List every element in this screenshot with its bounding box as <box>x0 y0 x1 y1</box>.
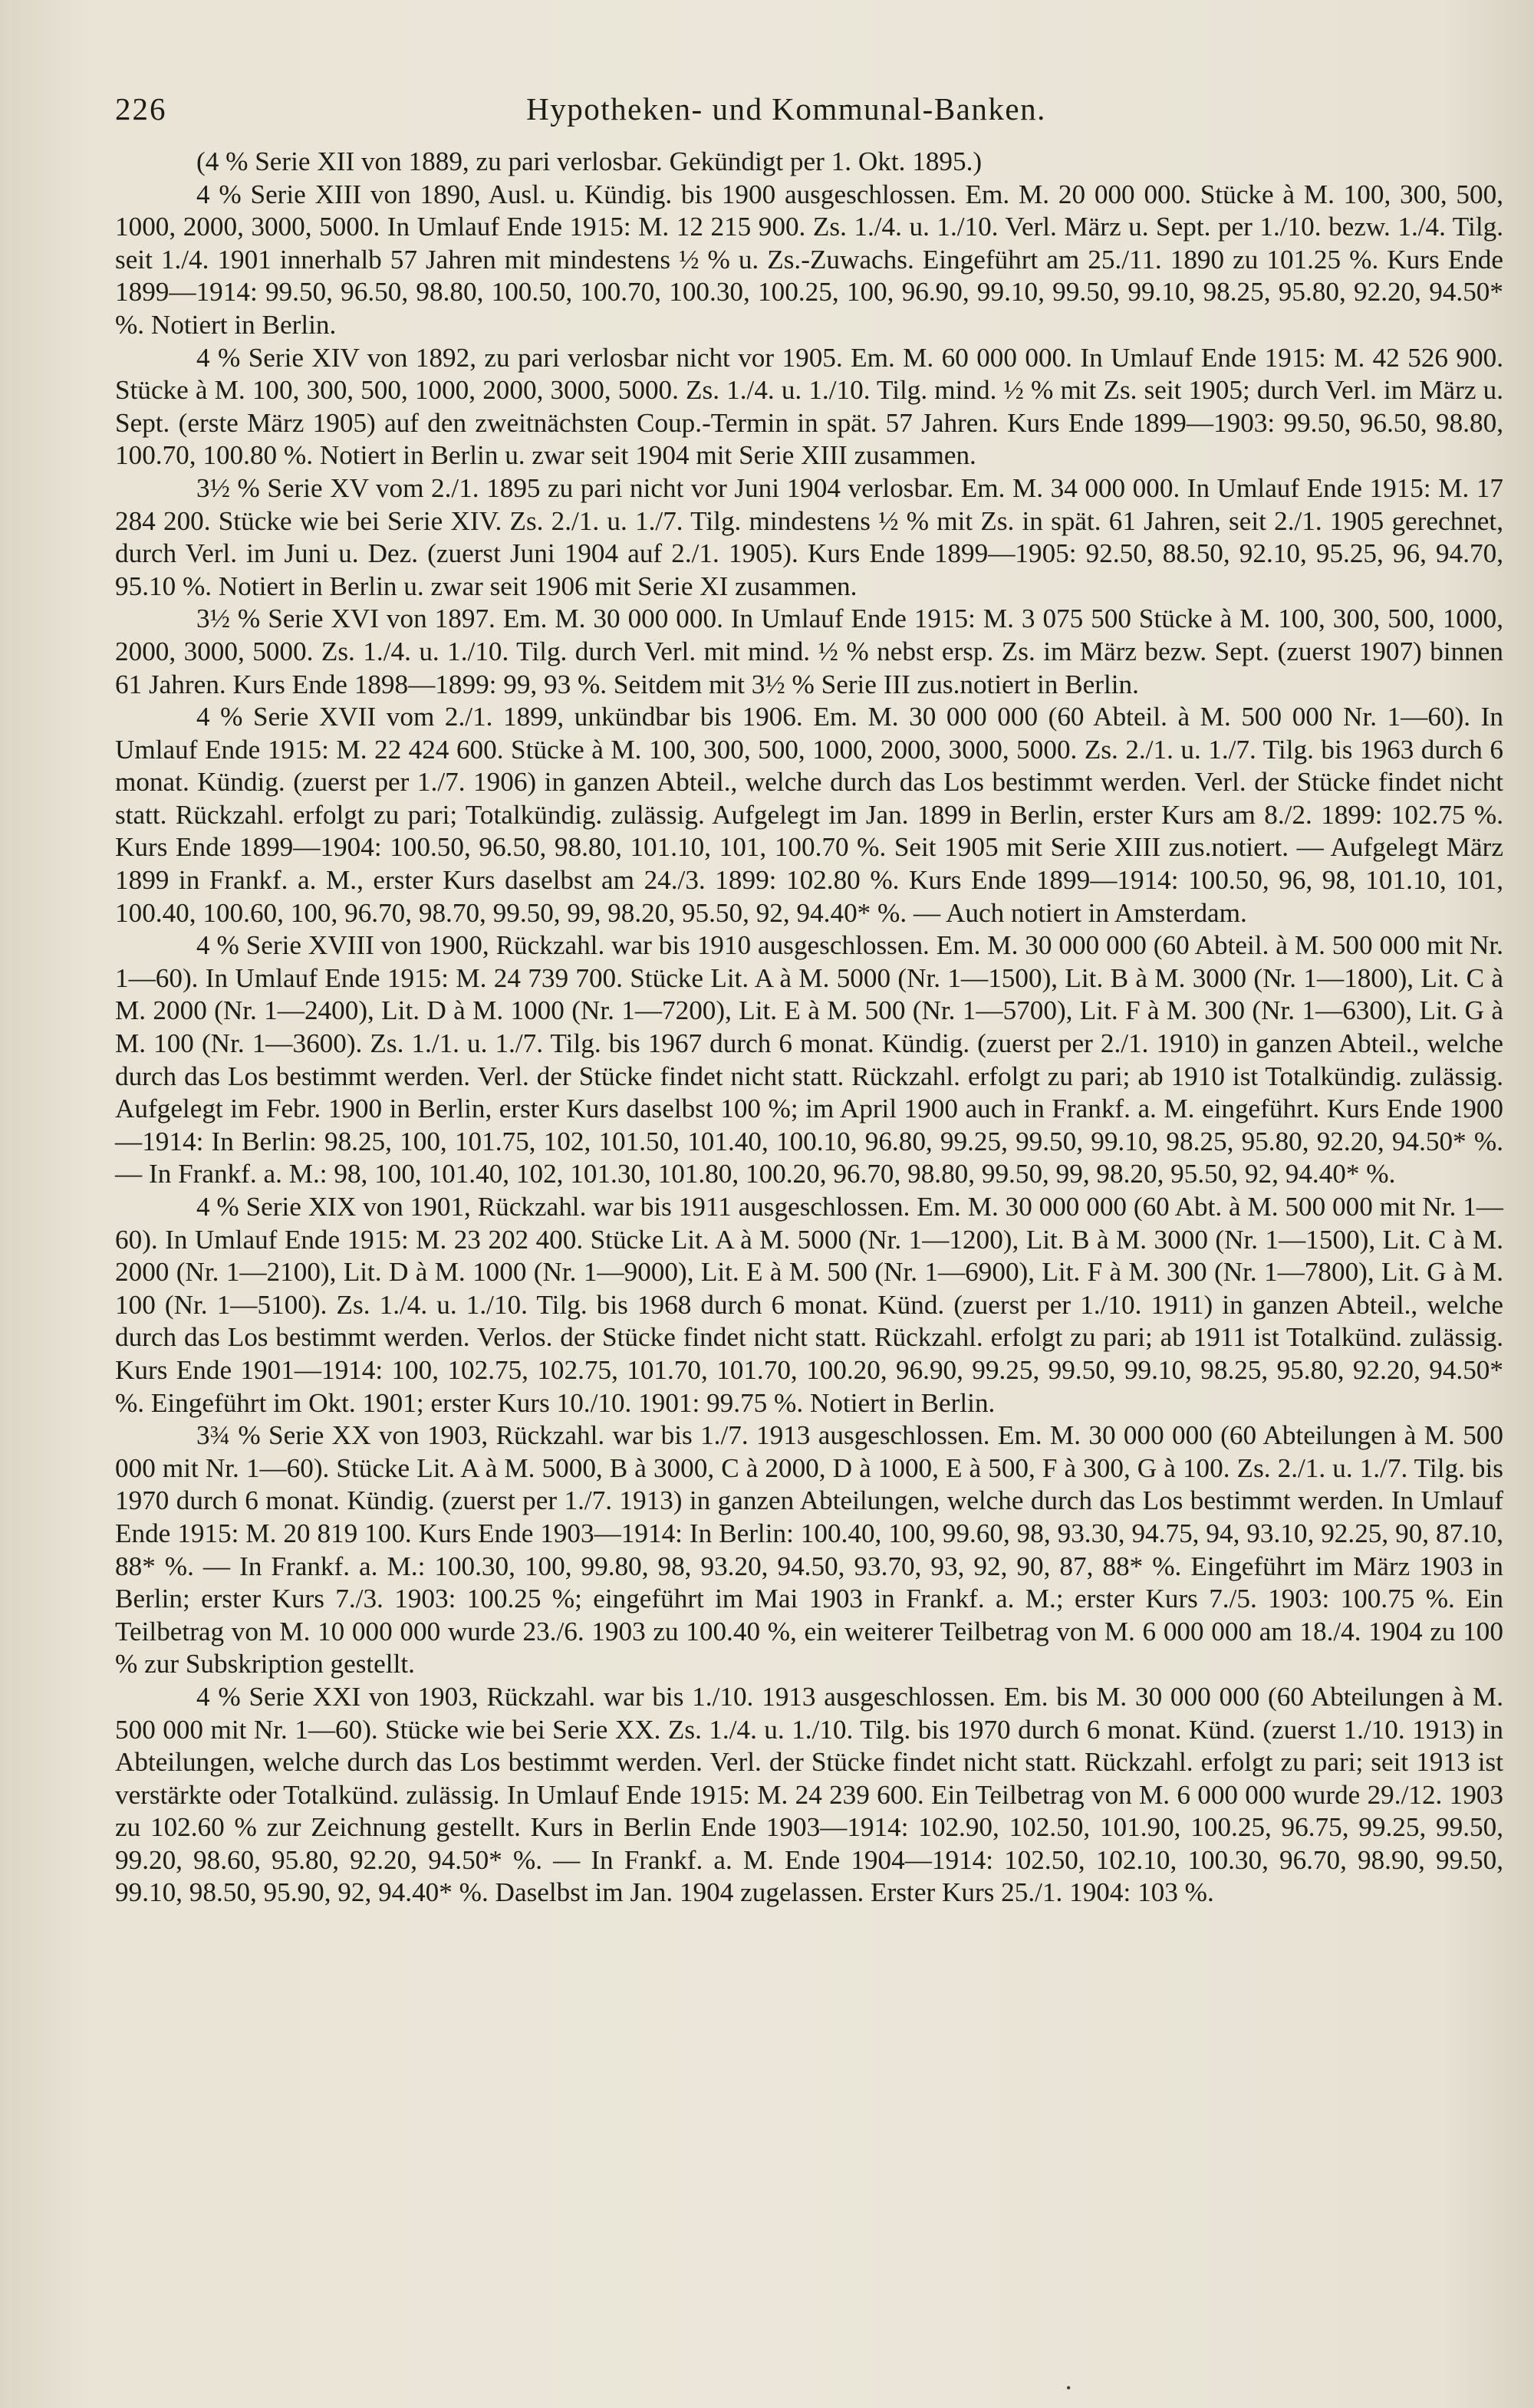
entry-serie-xvii: 4 % Serie XVII vom 2./1. 1899, unkündbar bis 1906. Em. M. 30 000 000 (60 Abteil. à M. 500 000 Nr. 1—60). In Umlauf Ende 1915: M. 22 424 600. Stücke à M. 100, 300, 500, 1000, 2000, 3000, 5000. Zs. 2./1. u. 1./7. Tilg. bis 1963 durch 6 monat. Kündig. (zuerst per 1./7. 1906) in ganzen Abteil., welche durch das Los bestimmt werden. Verl. der Stücke findet nicht statt. Rückzahl. erfolgt zu pari; Totalkündig. zulässig. Aufgelegt im Jan. 1899 in Berlin, erster Kurs am 8./2. 1899: 102.75 %. Kurs Ende 1899—1904: 100.50, 96.50, 98.80, 101.10, 101, 100.70 %. Seit 1905 mit Serie XIII zus.notiert. — Aufgelegt März 1899 in Frankf. a. M., erster Kurs daselbst am 24./3. 1899: 102.80 %. Kurs Ende 1899—1914: 100.50, 96, 98, 101.10, 101, 100.40, 100.60, 100, 96.70, 98.70, 99.50, 99, 98.20, 95.50, 92, 94.40* %. — Auch notiert in Amsterdam. <box>115 702 1503 928</box>
entry-serie-xii: (4 % Serie XII von 1889, zu pari verlosbar. Gekündigt per 1. Okt. 1895.) <box>196 146 983 176</box>
entry-serie-xxi: 4 % Serie XXI von 1903, Rückzahl. war bis 1./10. 1913 ausgeschlossen. Em. bis M. 30 000 000 (60 Abteilungen à M. 500 000 mit Nr. 1—60). Stücke wie bei Serie XX. Zs. 1./4. u. 1./10. Tilg. bis 1970 durch 6 monat. Künd. (zuerst 1./10. 1913) in Abteilungen, welche durch das Los bestimmt werden. Verl. der Stücke findet nicht statt. Rückzahl. erfolgt zu pari; seit 1913 ist verstärkte oder Totalkünd. zulässig. In Umlauf Ende 1915: M. 24 239 600. Ein Teilbetrag von M. 6 000 000 wurde 29./12. 1903 zu 102.60 % zur Zeichnung gestellt. Kurs in Berlin Ende 1903—1914: 102.90, 102.50, 101.90, 100.25, 96.75, 99.25, 99.50, 99.20, 98.60, 95.80, 92.20, 94.50* %. — In Frankf. a. M. Ende 1904—1914: 102.50, 102.10, 100.30, 96.70, 98.90, 99.50, 99.10, 98.50, 95.90, 92, 94.40* %. Daselbst im Jan. 1904 zugelassen. Erster Kurs 25./1. 1904: 103 %. <box>115 1681 1503 1908</box>
entry-serie-xiv: 4 % Serie XIV von 1892, zu pari verlosbar nicht vor 1905. Em. M. 60 000 000. In Umlauf Ende 1915: M. 42 526 900. Stücke à M. 100, 300, 500, 1000, 2000, 3000, 5000. Zs. 1./4. u. 1./10. Tilg. mind. ½ % mit Zs. seit 1905; durch Verl. im März u. Sept. (erste März 1905) auf den zweitnächsten Coup.-Termin in spät. 57 Jahren. Kurs Ende 1899—1903: 99.50, 96.50, 98.80, 100.70, 100.80 %. Notiert in Berlin u. zwar seit 1904 mit Serie XIII zusammen. <box>115 342 1503 471</box>
entry-serie-xix: 4 % Serie XIX von 1901, Rückzahl. war bis 1911 ausgeschlossen. Em. M. 30 000 000 (60 Abt. à M. 500 000 mit Nr. 1—60). In Umlauf Ende 1915: M. 23 202 400. Stücke Lit. A à M. 5000 (Nr. 1—1200), Lit. B à M. 3000 (Nr. 1—1500), Lit. C à M. 2000 (Nr. 1—2100), Lit. D à M. 1000 (Nr. 1—9000), Lit. E à M. 500 (Nr. 1—6900), Lit. F à M. 300 (Nr. 1—7800), Lit. G à M. 100 (Nr. 1—5100). Zs. 1./4. u. 1./10. Tilg. bis 1968 durch 6 monat. Künd. (zuerst per 1./10. 1911) in ganzen Abteil., welche durch das Los bestimmt werden. Verlos. der Stücke findet nicht statt. Rückzahl. erfolgt zu pari; ab 1911 ist Totalkünd. zulässig. Kurs Ende 1901—1914: 100, 102.75, 102.75, 101.70, 101.70, 100.20, 96.90, 99.25, 99.50, 99.10, 98.25, 95.80, 92.20, 94.50* %. Eingeführt im Okt. 1901; erster Kurs 10./10. 1901: 99.75 %. Notiert in Berlin. <box>115 1192 1503 1418</box>
running-title: Hypotheken- und Kommunal-Banken. <box>526 91 1046 127</box>
page-number: 226 <box>115 91 167 127</box>
entry-serie-xvi: 3½ % Serie XVI von 1897. Em. M. 30 000 000. In Umlauf Ende 1915: M. 3 075 500 Stücke à M. 100, 300, 500, 1000, 2000, 3000, 5000. Zs. 1./4. u. 1./10. Tilg. durch Verl. mit mind. ½ % nebst ersp. Zs. im März bezw. Sept. (zuerst 1907) binnen 61 Jahren. Kurs Ende 1898—1899: 99, 93 %. Seitdem mit 3½ % Serie III zus.notiert in Berlin. <box>115 604 1503 699</box>
entry-serie-xviii: 4 % Serie XVIII von 1900, Rückzahl. war bis 1910 ausgeschlossen. Em. M. 30 000 000 (60 Abteil. à M. 500 000 mit Nr. 1—60). In Umlauf Ende 1915: M. 24 739 700. Stücke Lit. A à M. 5000 (Nr. 1—1500), Lit. B à M. 3000 (Nr. 1—1800), Lit. C à M. 2000 (Nr. 1—2400), Lit. D à M. 1000 (Nr. 1—7200), Lit. E à M. 500 (Nr. 1—5700), Lit. F à M. 300 (Nr. 1—6300), Lit. G à M. 100 (Nr. 1—3600). Zs. 1./1. u. 1./7. Tilg. bis 1967 durch 6 monat. Kündig. (zuerst per 2./1. 1910) in ganzen Abteil., welche durch das Los bestimmt werden. Verl. der Stücke findet nicht statt. Rückzahl. erfolgt zu pari; ab 1910 ist Totalkündig. zulässig. Aufgelegt im Febr. 1900 in Berlin, erster Kurs daselbst 100 %; im April 1900 auch in Frankf. a. M. eingeführt. Kurs Ende 1900—1914: In Berlin: 98.25, 100, 101.75, 102, 101.50, 101.40, 100.10, 96.80, 99.25, 99.50, 99.10, 98.25, 95.80, 92.20, 94.50* %. — In Frankf. a. M.: 98, 100, 101.40, 102, 101.30, 101.80, 100.20, 96.70, 98.80, 99.50, 99, 98.20, 95.50, 92, 94.40* %. <box>115 930 1503 1189</box>
entry-serie-xx: 3¾ % Serie XX von 1903, Rückzahl. war bis 1./7. 1913 ausgeschlossen. Em. M. 30 000 000 (60 Abteilungen à M. 500 000 mit Nr. 1—60). Stücke Lit. A à M. 5000, B à 3000, C à 2000, D à 1000, E à 500, F à 300, G à 100. Zs. 2./1. u. 1./7. Tilg. bis 1970 durch 6 monat. Kündig. (zuerst per 1./7. 1913) in ganzen Abteilungen, welche durch das Los bestimmt werden. In Umlauf Ende 1915: M. 20 819 100. Kurs Ende 1903—1914: In Berlin: 100.40, 100, 99.60, 98, 93.30, 94.75, 94, 93.10, 92.25, 90, 87.10, 88* %. — In Frankf. a. M.: 100.30, 100, 99.80, 98, 93.20, 94.50, 93.70, 93, 92, 90, 87, 88* %. Eingeführt im März 1903 in Berlin; erster Kurs 7./3. 1903: 100.25 %; eingeführt im Mai 1903 in Frankf. a. M.; erster Kurs 7./5. 1903: 100.75 %. Ein Teilbetrag von M. 10 000 000 wurde 23./6. 1903 zu 100.40 %, ein weiterer Teilbetrag von M. 6 000 000 am 18./4. 1904 zu 100 % zur Subskription gestellt. <box>115 1420 1503 1679</box>
body-text <box>115 146 1503 1910</box>
printer-mark-icon: • <box>1066 2380 1071 2396</box>
page-header <box>115 90 1457 133</box>
entry-serie-xiii: 4 % Serie XIII von 1890, Ausl. u. Kündig. bis 1900 ausgeschlossen. Em. M. 20 000 000. Stücke à M. 100, 300, 500, 1000, 2000, 3000, 5000. In Umlauf Ende 1915: M. 12 215 900. Zs. 1./4. u. 1./10. Verl. März u. Sept. per 1./10. bezw. 1./4. Tilg. seit 1./4. 1901 innerhalb 57 Jahren mit mindestens ½ % u. Zs.-Zuwachs. Eingeführt am 25./11. 1890 zu 101.25 %. Kurs Ende 1899—1914: 99.50, 96.50, 98.80, 100.50, 100.70, 100.30, 100.25, 100, 96.90, 99.10, 99.50, 99.10, 98.25, 95.80, 92.20, 94.50* %. Notiert in Berlin. <box>115 179 1503 340</box>
entry-serie-xv: 3½ % Serie XV vom 2./1. 1895 zu pari nicht vor Juni 1904 verlosbar. Em. M. 34 000 000. In Umlauf Ende 1915: M. 17 284 200. Stücke wie bei Serie XIV. Zs. 2./1. u. 1./7. Tilg. mindestens ½ % mit Zs. in spät. 61 Jahren, seit 2./1. 1905 gerechnet, durch Verl. im Juni u. Dez. (zuerst Juni 1904 auf 2./1. 1905). Kurs Ende 1899—1905: 92.50, 88.50, 92.10, 95.25, 96, 94.70, 95.10 %. Notiert in Berlin u. zwar seit 1906 mit Serie XI zusammen. <box>115 472 1503 601</box>
